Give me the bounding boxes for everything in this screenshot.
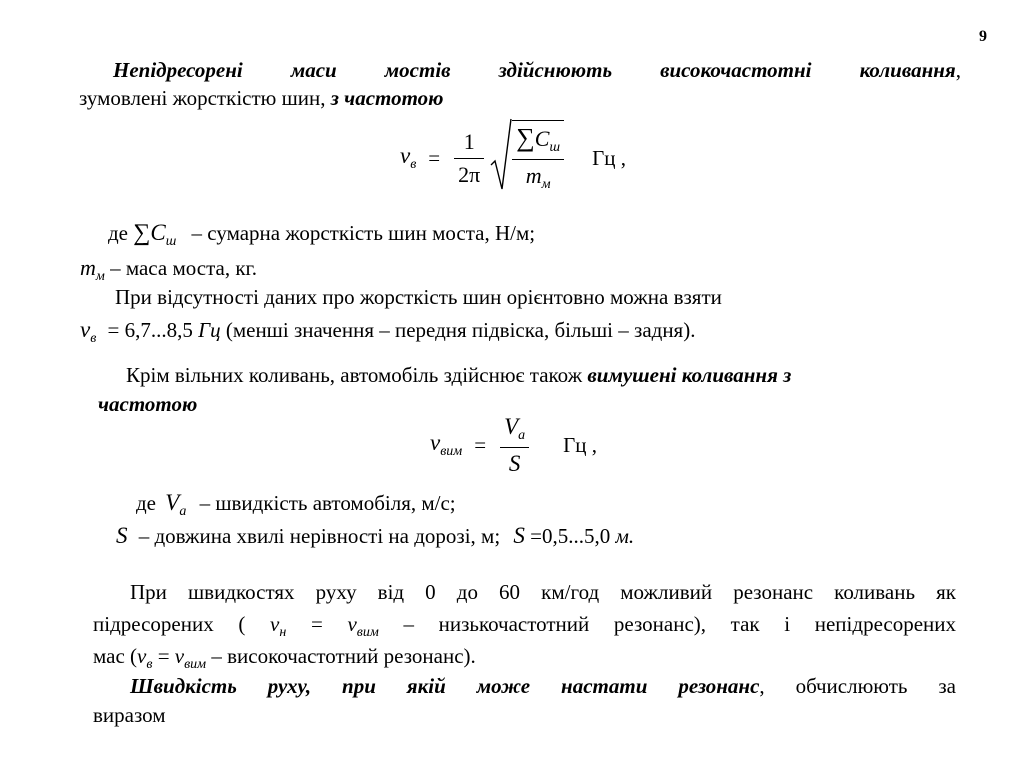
sqrt-sign	[490, 117, 512, 199]
sqrt-radicand: $\frac{\sum C_ш}{m_м}$	[512, 120, 564, 193]
definition-wavelength: S – довжина хвилі нерівності на дорозі, м; S =0,5...5,0 м.	[116, 523, 635, 548]
formula-frequency-unsprung	[400, 120, 626, 196]
formula2-fraction: $\frac{V_a}{S}$	[500, 414, 529, 477]
formula2-unit: Гц ,	[563, 432, 598, 457]
comma: ,	[955, 58, 961, 82]
paragraph-4-line-3: мас ($\nu_в = \nu_{вим}$ – високочастотний резонанс).	[93, 644, 476, 672]
definition-vehicle-speed: де $V_a$ – швидкість автомобіля, м/с;	[136, 490, 456, 519]
paragraph-5-line-2: виразом	[93, 703, 166, 727]
paragraph-1-line-2	[79, 86, 443, 111]
paragraph-4-line-1: При швидкостях руху від 0 до 60 км/год можливий резонанс коливань як	[130, 580, 956, 604]
paragraph-2-line-2: $\nu_в = 6,7...8,5$ Гц (менші значення – передня підвіска, більші – задня).	[80, 317, 696, 346]
paragraph-3-line-2: частотою	[98, 392, 198, 416]
formula-equals: =	[428, 145, 441, 170]
paragraph-5-line-1: Швидкість руху, при якій може настати резонанс, обчислюють за	[130, 674, 956, 698]
text-plain: зумовлені жорсткістю шин,	[79, 86, 331, 110]
definition-axle-mass: $m_м$ – маса моста, кг.	[80, 255, 258, 284]
paragraph-4-line-2: підресорених ( $\nu_н = \nu_{вим}$ – низькочастотний резонанс), так і непідресорених	[93, 612, 957, 640]
formula2-lhs: $\nu_{вим}$	[430, 430, 463, 459]
text-bold: з частотою	[330, 86, 444, 110]
formula-unit: Гц ,	[592, 145, 626, 170]
paragraph-1-line-1	[113, 58, 961, 83]
bold-statement: Непідресорені маси мостів здійснюють високочастотні коливання	[113, 58, 956, 82]
paragraph-2-line-1: При відсутності даних про жорсткість шин орієнтовно можна взяти	[115, 285, 722, 309]
formula2-equals: =	[474, 432, 487, 457]
paragraph-3-line-1: Крім вільних коливань, автомобіль здійснює також вимушені коливання з	[126, 363, 792, 387]
formula-forced-frequency	[430, 410, 597, 480]
definition-tire-stiffness: де $\sum C_ш$ – сумарна жорсткість шин моста, Н/м;	[108, 220, 536, 249]
formula-lhs: $\nu_в$	[400, 143, 417, 172]
formula-fraction: $\frac{1}{2\pi}$	[454, 129, 484, 188]
page-number: 9	[979, 28, 987, 45]
